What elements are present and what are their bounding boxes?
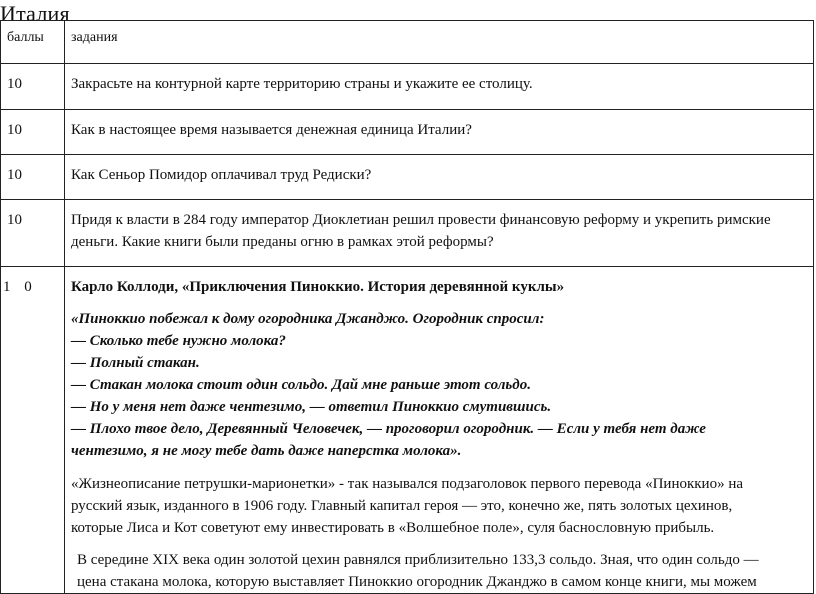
paragraph (71, 473, 807, 539)
quote-line: — Плохо твое дело, Деревянный Человечек, — проговорил огородник. — Если у тебя нет даже (71, 421, 706, 437)
task-cell (65, 200, 814, 267)
paragraph-line: русский язык, изданного в 1906 году. Главный капитал героя — это, конечно же, пять золотых цехинов, (71, 498, 733, 514)
task-cell (65, 267, 814, 594)
table-header-row (1, 21, 814, 64)
task-text-line: Придя к власти в 284 году император Диоклетиан решил провести финансовую реформу и укрепить римские (71, 212, 771, 228)
header-task: задания (65, 21, 814, 64)
table-row (1, 155, 814, 200)
paragraph-line: цена стакана молока, которую выставляет Пиноккио огородник Джанджо в самом конце книги, мы можем (77, 574, 757, 590)
task-text-line: деньги. Какие книги были преданы огню в рамках этой реформы? (71, 234, 494, 250)
table-row (1, 200, 814, 267)
table-row (1, 110, 814, 155)
source-heading: Карло Коллоди, «Приключения Пиноккио. История деревянной куклы» (71, 279, 565, 295)
score-cell: 10 (1, 200, 65, 267)
paragraph-line: В середине XIX века один золотой цехин равнялся приблизительно 133,3 сольдо. Зная, что один сольдо — (77, 552, 759, 568)
table-row (1, 64, 814, 110)
task-cell (65, 64, 814, 110)
quote-line: чентезимо, я не могу тебе дать даже наперстка молока». (71, 443, 462, 459)
paragraph-line: «Жизнеописание петрушки-марионетки» - так назывался подзаголовок первого перевода «Пиноккио» на (71, 476, 744, 492)
score-cell: 10 (1, 110, 65, 155)
task-cell (65, 155, 814, 200)
paragraph-line: которые Лиса и Кот советуют ему инвестировать в «Волшебное поле», суля баснословную прибыль. (71, 520, 715, 536)
quote-line: — Но у меня нет даже чентезимо, — ответил Пиноккио смутившись. (71, 399, 552, 415)
quote-line: — Сколько тебе нужно молока? (71, 333, 286, 349)
quote-block (71, 308, 807, 462)
table-row (1, 267, 814, 594)
tasks-table (0, 20, 814, 594)
quote-line: — Стакан молока стоит один сольдо. Дай мне раньше этот сольдо. (71, 377, 531, 393)
score-cell: 10 (1, 64, 65, 110)
score-cell: 1 0 (1, 267, 65, 594)
task-cell (65, 110, 814, 155)
quote-line: — Полный стакан. (71, 355, 200, 371)
score-cell: 10 (1, 155, 65, 200)
header-score: баллы (1, 21, 65, 64)
task-text: Как Сеньор Помидор оплачивал труд Редиски? (71, 167, 372, 183)
document-title: Италия (0, 1, 70, 26)
paragraph (71, 549, 807, 593)
task-text: Как в настоящее время называется денежная единица Италии? (71, 122, 472, 138)
quote-line: «Пиноккио побежал к дому огородника Джанджо. Огородник спросил: (71, 311, 545, 327)
task-text: Закрасьте на контурной карте территорию страны и укажите ее столицу. (71, 76, 533, 92)
